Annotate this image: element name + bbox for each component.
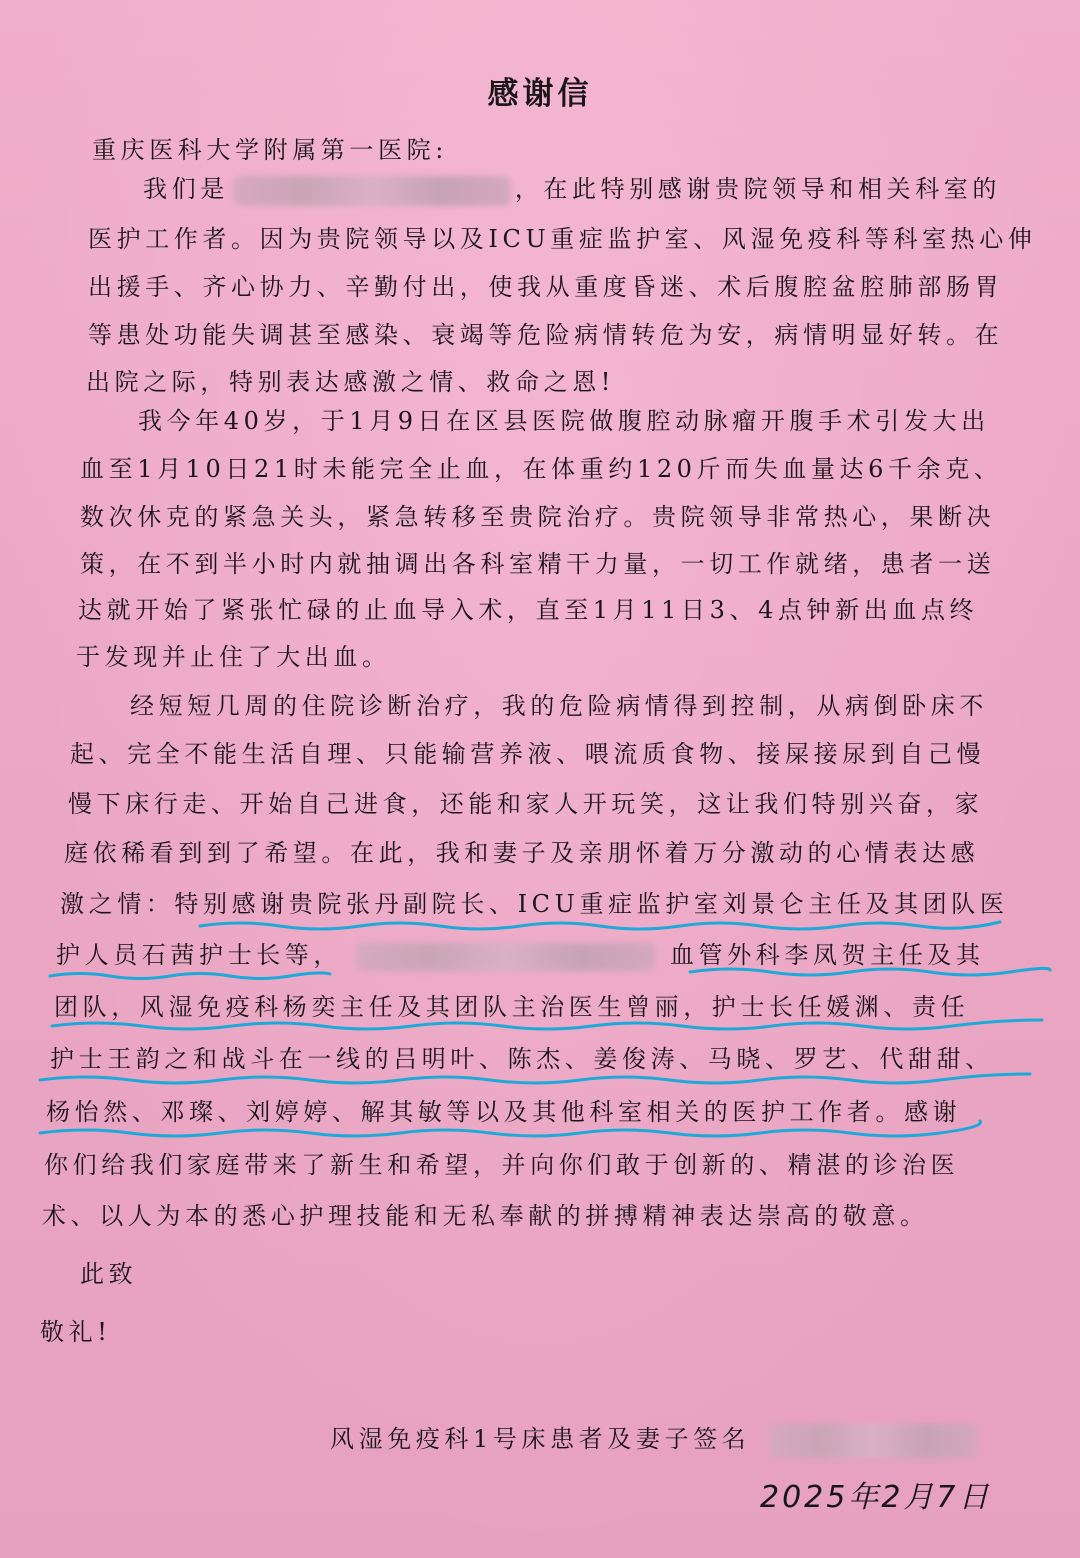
letter-line: 策，在不到半小时内就抽调出各科室精干力量，一切工作就绪，患者一送 bbox=[80, 550, 996, 578]
line-17-start: 护人员石茜护士长等， bbox=[56, 941, 342, 969]
letter-line: 血至1月10日21时未能完全止血，在体重约120斤而失血量达6千余克、 bbox=[80, 455, 1003, 483]
letter-line: 慢下床行走、开始自己进食，还能和家人开玩笑，这让我们特别兴奋，家 bbox=[68, 790, 984, 818]
letter-line: 出院之际，特别表达感激之情、救命之恩! bbox=[86, 368, 616, 396]
letter-line-1 bbox=[143, 172, 1001, 206]
letter-line: 你们给我们家庭带来了新生和希望，并向你们敢于创新的、精湛的诊治医 bbox=[44, 1151, 960, 1179]
letter-line: 数次休克的紧急关头，紧急转移至贵院治疗。贵院领导非常热心，果断决 bbox=[80, 503, 996, 531]
letter-line: 庭依稀看到到了希望。在此，我和妻子及亲朋怀着万分激动的心情表达感 bbox=[64, 839, 980, 867]
redacted-signature bbox=[768, 1424, 978, 1458]
underline-stroke-1 bbox=[200, 922, 1000, 929]
redacted-name bbox=[233, 176, 511, 206]
letter-line: 于发现并止住了大出血。 bbox=[76, 643, 391, 671]
underline-stroke-2 bbox=[50, 973, 330, 979]
letter-line-17 bbox=[56, 938, 985, 972]
closing-salute: 敬礼! bbox=[40, 1318, 112, 1346]
letter-line: 杨怡然、邓璨、刘婷婷、解其敏等以及其他科室相关的医护工作者。感谢 bbox=[46, 1098, 962, 1126]
signature-text: 风湿免疫科1号床患者及妻子签名 bbox=[330, 1425, 751, 1453]
letter-line: 激之情：特别感谢贵院张丹副院长、ICU重症监护室刘景仑主任及其团队医 bbox=[60, 890, 1009, 918]
letter-line: 等患处功能失调甚至感染、衰竭等危险病情转危为安，病情明显好转。在 bbox=[88, 321, 1004, 349]
letter-line: 术、以人为本的悉心护理技能和无私奉献的拼搏精神表达崇高的敬意。 bbox=[42, 1202, 929, 1230]
salutation: 重庆医科大学附属第一医院: bbox=[92, 136, 448, 164]
letter-line: 经短短几周的住院诊断治疗，我的危险病情得到控制，从病倒卧床不 bbox=[130, 692, 988, 720]
closing-regards: 此致 bbox=[80, 1260, 138, 1288]
letter-line: 起、完全不能生活自理、只能输营养液、喂流质食物、接屎接尿到自己慢 bbox=[70, 740, 986, 768]
letter-title: 感谢信 bbox=[487, 76, 593, 112]
letter-line: 护士王韵之和战斗在一线的吕明叶、陈杰、姜俊涛、马晓、罗艺、代甜甜、 bbox=[50, 1045, 994, 1073]
line-17-end: 血管外科李凤贺主任及其 bbox=[670, 941, 985, 969]
line-1-start: 我们是 bbox=[143, 175, 229, 203]
line-1-end: ，在此特别感谢贵院领导和相关科室的 bbox=[514, 175, 1002, 203]
letter-line: 达就开始了紧张忙碌的止血导入术，直至1月11日3、4点钟新出血点终 bbox=[78, 596, 979, 624]
letter-line: 出援手、齐心协力、辛勤付出，使我从重度昏迷、术后腹腔盆腔肺部肠胃 bbox=[88, 273, 1004, 301]
redacted-names bbox=[356, 943, 656, 971]
signature-label bbox=[330, 1422, 978, 1458]
letter-line: 我今年40岁，于1月9日在区县医院做腹腔动脉瘤开腹手术引发大出 bbox=[138, 407, 990, 435]
letter-line: 医护工作者。因为贵院领导以及ICU重症监护室、风湿免疫科等科室热心伸 bbox=[88, 225, 1037, 253]
letter-line: 团队，风湿免疫科杨奕主任及其团队主治医生曾丽，护士长任媛渊、责任 bbox=[54, 993, 970, 1021]
signature-date: 2025年2月7日 bbox=[760, 1480, 992, 1515]
